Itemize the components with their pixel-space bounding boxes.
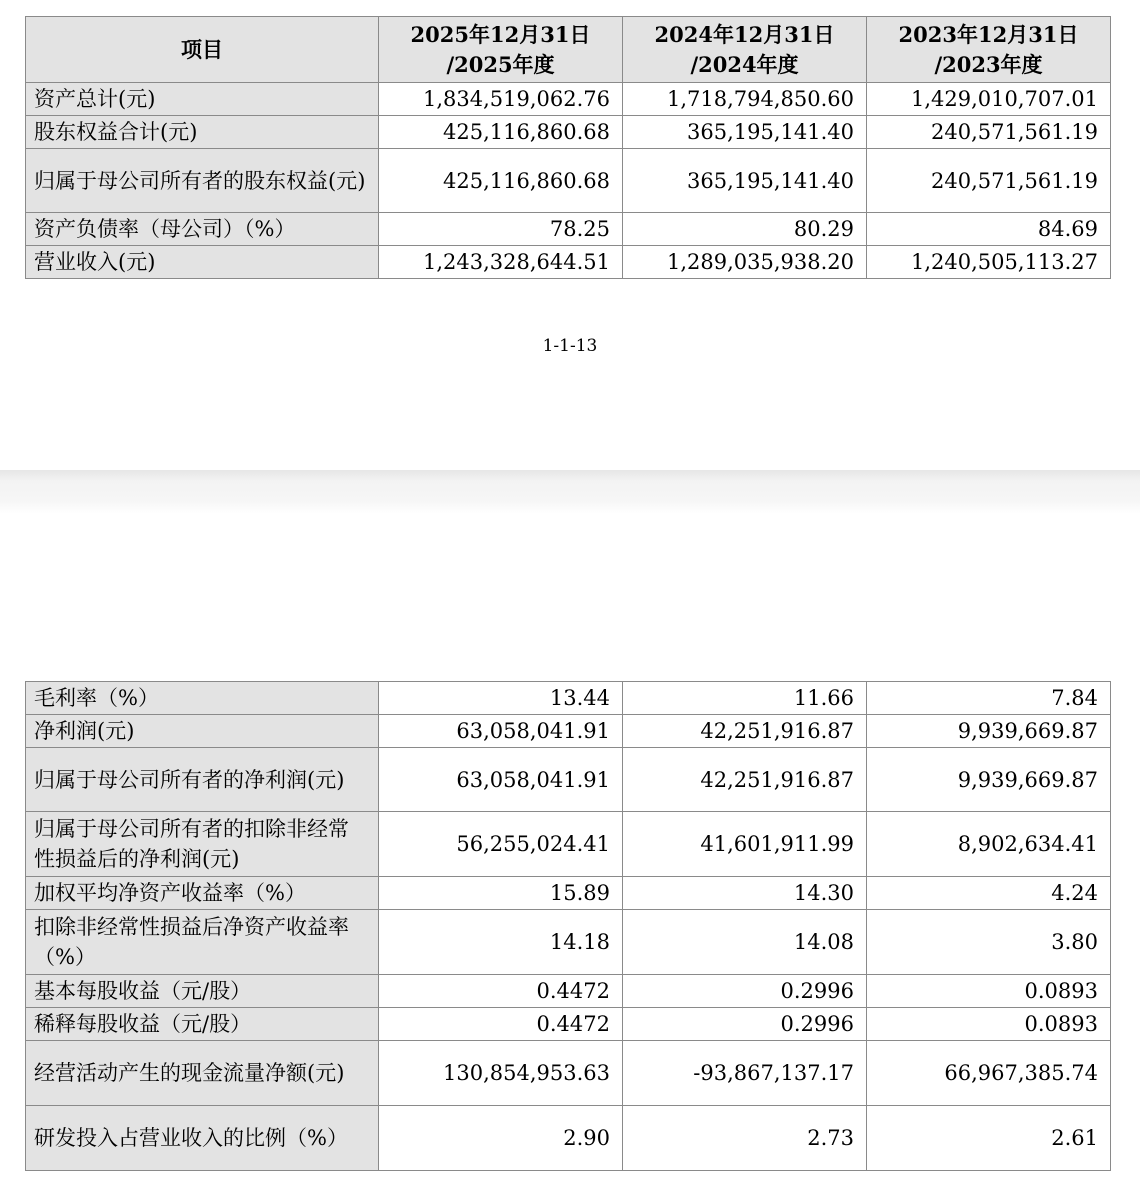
header-2024 [623,17,867,83]
header-2025-year: /2025年度 [446,51,555,77]
value-2025: 63,058,041.91 [379,715,623,748]
value-2025: 14.18 [379,910,623,975]
row-label: 毛利率（%） [26,682,379,715]
value-2024: 42,251,916.87 [623,715,867,748]
header-2024-year: /2024年度 [690,51,799,77]
row-label: 归属于母公司所有者的扣除非经常性损益后的净利润(元) [26,812,379,877]
value-2023: 3.80 [867,910,1111,975]
value-2023: 4.24 [867,877,1111,910]
financial-table-bottom [25,681,1111,1171]
value-2025: 425,116,860.68 [379,149,623,213]
row-label: 净利润(元) [26,715,379,748]
row-label: 研发投入占营业收入的比例（%） [26,1106,379,1171]
value-2025: 15.89 [379,877,623,910]
header-2024-date: 2024年12月31日 [654,21,835,47]
value-2023: 0.0893 [867,1008,1111,1041]
header-2023-date: 2023年12月31日 [898,21,1079,47]
row-label: 加权平均净资产收益率（%） [26,877,379,910]
table-row [26,213,1111,246]
value-2025: 56,255,024.41 [379,812,623,877]
value-2024: -93,867,137.17 [623,1041,867,1106]
row-label: 资产总计(元) [26,83,379,116]
row-label: 经营活动产生的现金流量净额(元) [26,1041,379,1106]
table-header-row [26,17,1111,83]
value-2023: 240,571,561.19 [867,149,1111,213]
value-2023: 9,939,669.87 [867,748,1111,812]
value-2023: 66,967,385.74 [867,1041,1111,1106]
value-2024: 11.66 [623,682,867,715]
value-2025: 63,058,041.91 [379,748,623,812]
value-2025: 130,854,953.63 [379,1041,623,1106]
value-2023: 1,429,010,707.01 [867,83,1111,116]
header-2025 [379,17,623,83]
table-row [26,1008,1111,1041]
value-2023: 84.69 [867,213,1111,246]
table-row [26,877,1111,910]
value-2023: 240,571,561.19 [867,116,1111,149]
value-2023: 2.61 [867,1106,1111,1171]
row-label: 扣除非经常性损益后净资产收益率（%） [26,910,379,975]
value-2024: 14.08 [623,910,867,975]
table-row [26,748,1111,812]
table-row [26,910,1111,975]
page-number: 1-1-13 [542,336,598,356]
row-label: 稀释每股收益（元/股） [26,1008,379,1041]
value-2023: 7.84 [867,682,1111,715]
value-2024: 41,601,911.99 [623,812,867,877]
header-2023-year: /2023年度 [934,51,1043,77]
value-2024: 0.2996 [623,1008,867,1041]
value-2024: 14.30 [623,877,867,910]
value-2025: 1,243,328,644.51 [379,246,623,279]
table-row [26,83,1111,116]
value-2023: 1,240,505,113.27 [867,246,1111,279]
header-2023 [867,17,1111,83]
row-label: 股东权益合计(元) [26,116,379,149]
value-2024: 42,251,916.87 [623,748,867,812]
table-row [26,682,1111,715]
financial-table-top [25,16,1111,279]
header-2025-date: 2025年12月31日 [410,21,591,47]
row-label: 归属于母公司所有者的股东权益(元) [26,149,379,213]
table-row [26,1041,1111,1106]
value-2024: 365,195,141.40 [623,149,867,213]
table-row [26,149,1111,213]
value-2025: 2.90 [379,1106,623,1171]
value-2024: 365,195,141.40 [623,116,867,149]
page-separator [0,470,1140,514]
value-2025: 0.4472 [379,975,623,1008]
value-2024: 1,289,035,938.20 [623,246,867,279]
value-2025: 78.25 [379,213,623,246]
table-row [26,812,1111,877]
value-2023: 8,902,634.41 [867,812,1111,877]
row-label: 基本每股收益（元/股） [26,975,379,1008]
table-row [26,715,1111,748]
header-item: 项目 [26,17,379,83]
value-2025: 1,834,519,062.76 [379,83,623,116]
value-2024: 0.2996 [623,975,867,1008]
value-2024: 1,718,794,850.60 [623,83,867,116]
value-2025: 13.44 [379,682,623,715]
row-label: 资产负债率（母公司）（%） [26,213,379,246]
value-2023: 9,939,669.87 [867,715,1111,748]
value-2023: 0.0893 [867,975,1111,1008]
row-label: 归属于母公司所有者的净利润(元) [26,748,379,812]
value-2024: 2.73 [623,1106,867,1171]
row-label: 营业收入(元) [26,246,379,279]
table-row [26,116,1111,149]
value-2025: 0.4472 [379,1008,623,1041]
table-row [26,1106,1111,1171]
table-row [26,975,1111,1008]
table-row [26,246,1111,279]
value-2025: 425,116,860.68 [379,116,623,149]
value-2024: 80.29 [623,213,867,246]
